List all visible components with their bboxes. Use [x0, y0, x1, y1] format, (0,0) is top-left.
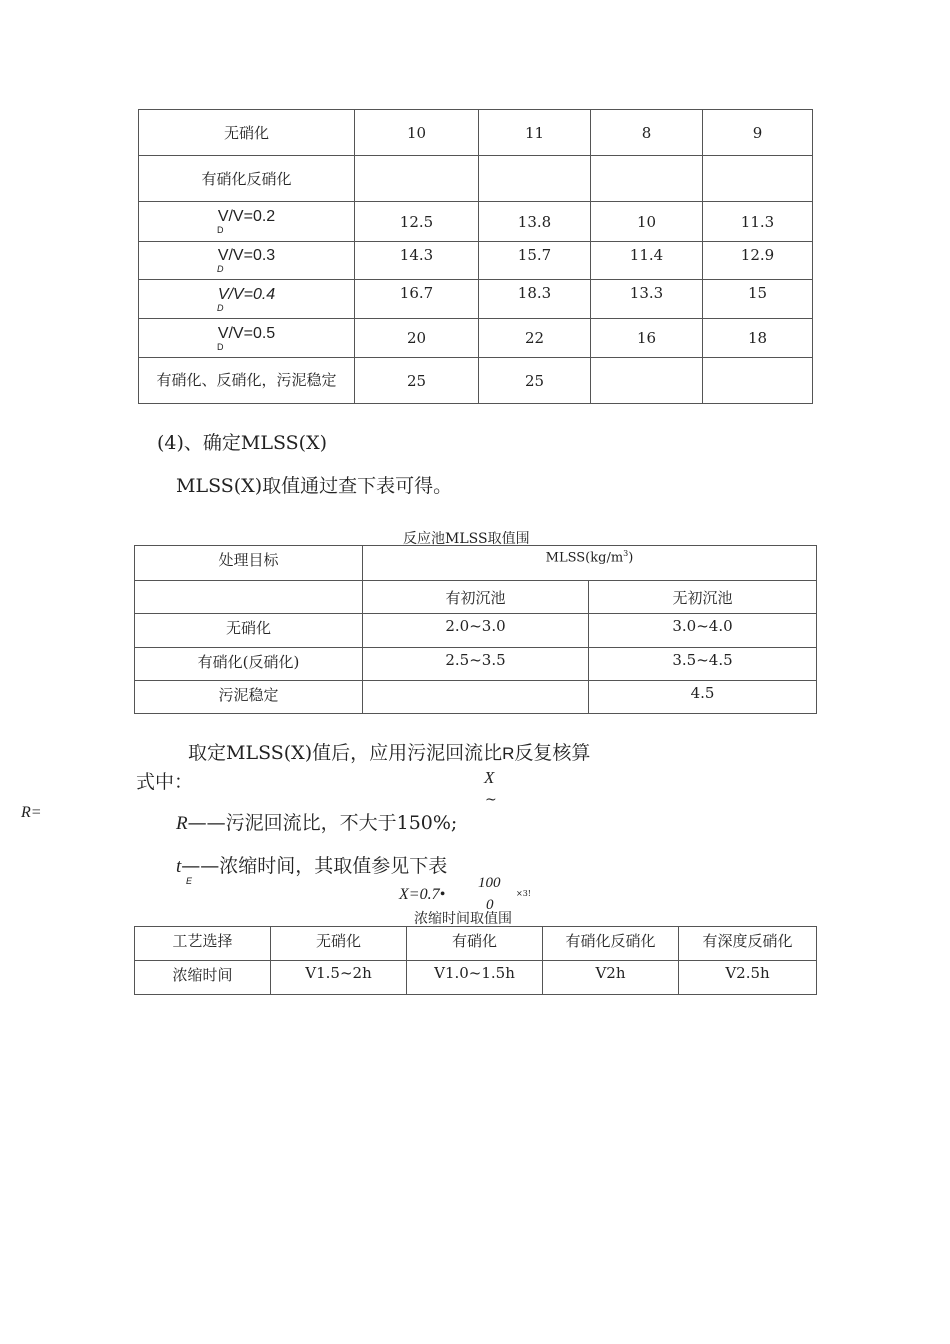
- formula-intro: 式中：: [136, 771, 194, 793]
- table-cell: 4.5: [589, 681, 817, 714]
- ratio-subscript: D: [217, 225, 224, 235]
- table-cell: 18: [703, 319, 813, 358]
- table-cell: V2h: [543, 961, 679, 995]
- table-row: [135, 648, 817, 681]
- column-subheader: 无初沉池: [589, 581, 817, 614]
- table-cell: 3.0~4.0: [589, 614, 817, 648]
- table-cell: 8: [591, 110, 703, 156]
- symbol-t: t: [176, 856, 182, 877]
- table-caption: 反应池MLSS取值围: [403, 531, 530, 547]
- table-cell: 2.0~3.0: [363, 614, 589, 648]
- row-label: [139, 319, 355, 358]
- table-cell: 15: [703, 280, 813, 319]
- column-header: [363, 546, 817, 581]
- ratio-subscript: D: [217, 302, 224, 313]
- table-cell: 12.9: [703, 242, 813, 280]
- ratio-label: V/V=0.2: [217, 208, 276, 225]
- section-heading: (4)、确定MLSS(X): [157, 432, 328, 454]
- table-cell: [355, 156, 479, 202]
- table-cell: 25: [355, 358, 479, 404]
- row-label: 无硝化: [139, 110, 355, 156]
- column-header: 处理目标: [135, 546, 363, 581]
- table-row: [139, 280, 813, 319]
- column-header: 有深度反硝化: [679, 927, 817, 961]
- table-cell: [479, 156, 591, 202]
- thickening-time-table: [134, 926, 817, 995]
- ratio-label: V/V=0.4: [217, 285, 276, 303]
- table-cell: [703, 156, 813, 202]
- paragraph-text: 取定MLSS(X)值后，应用污泥回流比: [188, 742, 503, 764]
- row-label: [139, 202, 355, 242]
- table-row: [139, 202, 813, 242]
- table-cell: 10: [591, 202, 703, 242]
- paragraph-text-end: 反复核算: [514, 742, 591, 764]
- formula-tilde: ~: [485, 792, 497, 808]
- table-cell: 11.4: [591, 242, 703, 280]
- table-row: [139, 110, 813, 156]
- section-text: MLSS(X)取值通过查下表可得。: [176, 475, 453, 497]
- table-cell: 25: [479, 358, 591, 404]
- formula2-tail: ×3!: [516, 889, 532, 898]
- definition-r: [176, 808, 457, 835]
- table-row: [139, 242, 813, 280]
- table-cell: 18.3: [479, 280, 591, 319]
- column-header: 无硝化: [271, 927, 407, 961]
- formula-r: R=: [21, 804, 42, 821]
- mlss-unit: MLSS(kg/m: [545, 550, 624, 566]
- table-cell: 16.7: [355, 280, 479, 319]
- table-cell: [703, 358, 813, 404]
- unit-superscript: 3: [623, 549, 629, 558]
- symbol-r: R: [176, 813, 188, 834]
- symbol-r: R: [502, 744, 515, 763]
- table-row: [139, 358, 813, 404]
- table-row: [135, 927, 817, 961]
- table-row: [135, 546, 817, 581]
- table-cell: 16: [591, 319, 703, 358]
- row-label: 有硝化反硝化: [139, 156, 355, 202]
- table-cell: [591, 358, 703, 404]
- row-label: [139, 242, 355, 280]
- formula2-denominator: 0: [486, 897, 494, 913]
- row-label: 浓缩时间: [135, 961, 271, 995]
- table-cell: 3.5~4.5: [589, 648, 817, 681]
- table-cell: [363, 681, 589, 714]
- table-row: [135, 961, 817, 995]
- table-row: [135, 681, 817, 714]
- column-subheader: 有初沉池: [363, 581, 589, 614]
- symbol-t-subscript: E: [186, 876, 193, 886]
- formula2-left: X=0.7•: [399, 886, 446, 903]
- mlss-table: [134, 545, 817, 714]
- nitrification-table: [138, 109, 813, 404]
- row-label: 无硝化: [135, 614, 363, 648]
- definition-text: ——浓缩时间，其取值参见下表: [181, 855, 448, 877]
- table-row: [139, 319, 813, 358]
- column-header: 有硝化: [407, 927, 543, 961]
- table-cell: 22: [479, 319, 591, 358]
- table-caption: 浓缩时间取值围: [414, 911, 512, 927]
- table-cell: 11.3: [703, 202, 813, 242]
- table-cell: 14.3: [355, 242, 479, 280]
- mlss-unit-end: ): [628, 550, 634, 566]
- row-label: 有硝化、反硝化，污泥稳定: [139, 358, 355, 404]
- table-cell: [135, 581, 363, 614]
- table-cell: 13.8: [479, 202, 591, 242]
- formula-2: [399, 886, 445, 904]
- column-header: 有硝化反硝化: [543, 927, 679, 961]
- table-cell: 13.3: [591, 280, 703, 319]
- formula-x: X: [484, 768, 495, 787]
- ratio-label: V/V=0.3: [217, 247, 276, 264]
- table-cell: 9: [703, 110, 813, 156]
- row-label: 有硝化(反硝化): [135, 648, 363, 681]
- table-cell: 2.5~3.5: [363, 648, 589, 681]
- table-row: [135, 581, 817, 614]
- ratio-subscript: D: [217, 264, 224, 274]
- table-cell: 20: [355, 319, 479, 358]
- table-cell: V1.0~1.5h: [407, 961, 543, 995]
- table-cell: V1.5~2h: [271, 961, 407, 995]
- row-label: [139, 280, 355, 319]
- ratio-subscript: D: [217, 341, 224, 352]
- table-cell: V2.5h: [679, 961, 817, 995]
- table-cell: [591, 156, 703, 202]
- formula2-numerator: 100: [478, 875, 501, 891]
- table-cell: 10: [355, 110, 479, 156]
- ratio-label: V/V=0.5: [217, 324, 276, 342]
- table-row: [139, 156, 813, 202]
- paragraph-main: [188, 738, 590, 765]
- row-label: 污泥稳定: [135, 681, 363, 714]
- column-header: 工艺选择: [135, 927, 271, 961]
- table-cell: 12.5: [355, 202, 479, 242]
- table-row: [135, 614, 817, 648]
- table-cell: 11: [479, 110, 591, 156]
- definition-t: [176, 851, 447, 878]
- definition-text: ——污泥回流比，不大于150%;: [187, 812, 458, 834]
- table-cell: 15.7: [479, 242, 591, 280]
